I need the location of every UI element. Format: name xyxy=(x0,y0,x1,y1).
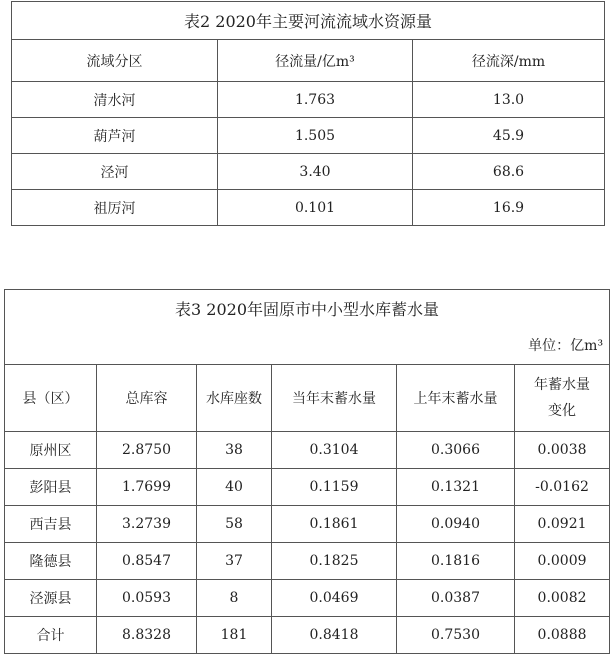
table-cell: 0.1816 xyxy=(397,543,515,580)
table-cell: 祖厉河 xyxy=(12,190,218,226)
table-row xyxy=(5,432,610,469)
table-cell: 0.0593 xyxy=(97,580,197,617)
table-cell: 0.1159 xyxy=(272,469,397,506)
table-cell: 3.40 xyxy=(218,154,413,190)
table-row xyxy=(5,469,610,506)
table-row xyxy=(5,580,610,617)
table-cell: 彭阳县 xyxy=(5,469,97,506)
table-row xyxy=(12,190,605,226)
table2-header-depth: 径流深/mm xyxy=(413,40,605,82)
table-cell: 1.7699 xyxy=(97,469,197,506)
table2-header-runoff: 径流量/亿m³ xyxy=(218,40,413,82)
table-cell: 0.0469 xyxy=(272,580,397,617)
table-cell: 8.8328 xyxy=(97,617,197,654)
table-cell: 0.101 xyxy=(218,190,413,226)
table3-header-county: 县（区） xyxy=(5,365,97,432)
table-cell: 0.3104 xyxy=(272,432,397,469)
table-cell: 68.6 xyxy=(413,154,605,190)
table-cell: 0.0038 xyxy=(515,432,610,469)
table-cell: 8 xyxy=(197,580,272,617)
table2-title: 表2 2020年主要河流流域水资源量 xyxy=(12,2,605,40)
table-cell: 0.1321 xyxy=(397,469,515,506)
table3-unit: 单位：亿m³ xyxy=(5,326,610,365)
table-cell: 0.0888 xyxy=(515,617,610,654)
table-cell: 3.2739 xyxy=(97,506,197,543)
table-cell: 0.0009 xyxy=(515,543,610,580)
table-cell: 0.0940 xyxy=(397,506,515,543)
table-cell: 0.3066 xyxy=(397,432,515,469)
table3-header-previous: 上年末蓄水量 xyxy=(397,365,515,432)
table3-header-change: 年蓄水量变化 xyxy=(515,365,610,432)
table-cell: 0.7530 xyxy=(397,617,515,654)
table-cell: 清水河 xyxy=(12,82,218,118)
table-row xyxy=(5,506,610,543)
table-cell: 16.9 xyxy=(413,190,605,226)
table-cell: 合计 xyxy=(5,617,97,654)
table-cell: 0.8418 xyxy=(272,617,397,654)
table-row xyxy=(12,118,605,154)
table-cell: 0.1861 xyxy=(272,506,397,543)
table-cell: 37 xyxy=(197,543,272,580)
table-cell: 0.8547 xyxy=(97,543,197,580)
table-cell: 泾河 xyxy=(12,154,218,190)
table-cell: 0.0082 xyxy=(515,580,610,617)
table3-header-capacity: 总库容 xyxy=(97,365,197,432)
table-row xyxy=(12,154,605,190)
table-cell: 西吉县 xyxy=(5,506,97,543)
table3-header-current: 当年末蓄水量 xyxy=(272,365,397,432)
table-cell: 13.0 xyxy=(413,82,605,118)
table3-header-count: 水库座数 xyxy=(197,365,272,432)
table3-title: 表3 2020年固原市中小型水库蓄水量 xyxy=(5,290,610,327)
table-cell: 0.0921 xyxy=(515,506,610,543)
table-cell: 原州区 xyxy=(5,432,97,469)
table-row xyxy=(12,82,605,118)
table-cell: 泾源县 xyxy=(5,580,97,617)
table-cell: 38 xyxy=(197,432,272,469)
table-cell: 40 xyxy=(197,469,272,506)
table-row xyxy=(5,543,610,580)
table-cell: 葫芦河 xyxy=(12,118,218,154)
table-cell: 隆德县 xyxy=(5,543,97,580)
table-cell: 45.9 xyxy=(413,118,605,154)
table-cell: 181 xyxy=(197,617,272,654)
table-cell: 2.8750 xyxy=(97,432,197,469)
table-row-total xyxy=(5,617,610,654)
table-cell: -0.0162 xyxy=(515,469,610,506)
table-cell: 0.1825 xyxy=(272,543,397,580)
table3 xyxy=(4,289,610,654)
table2-header-basin: 流域分区 xyxy=(12,40,218,82)
table-cell: 58 xyxy=(197,506,272,543)
table-cell: 0.0387 xyxy=(397,580,515,617)
table-cell: 1.505 xyxy=(218,118,413,154)
table2 xyxy=(11,1,605,226)
table-cell: 1.763 xyxy=(218,82,413,118)
